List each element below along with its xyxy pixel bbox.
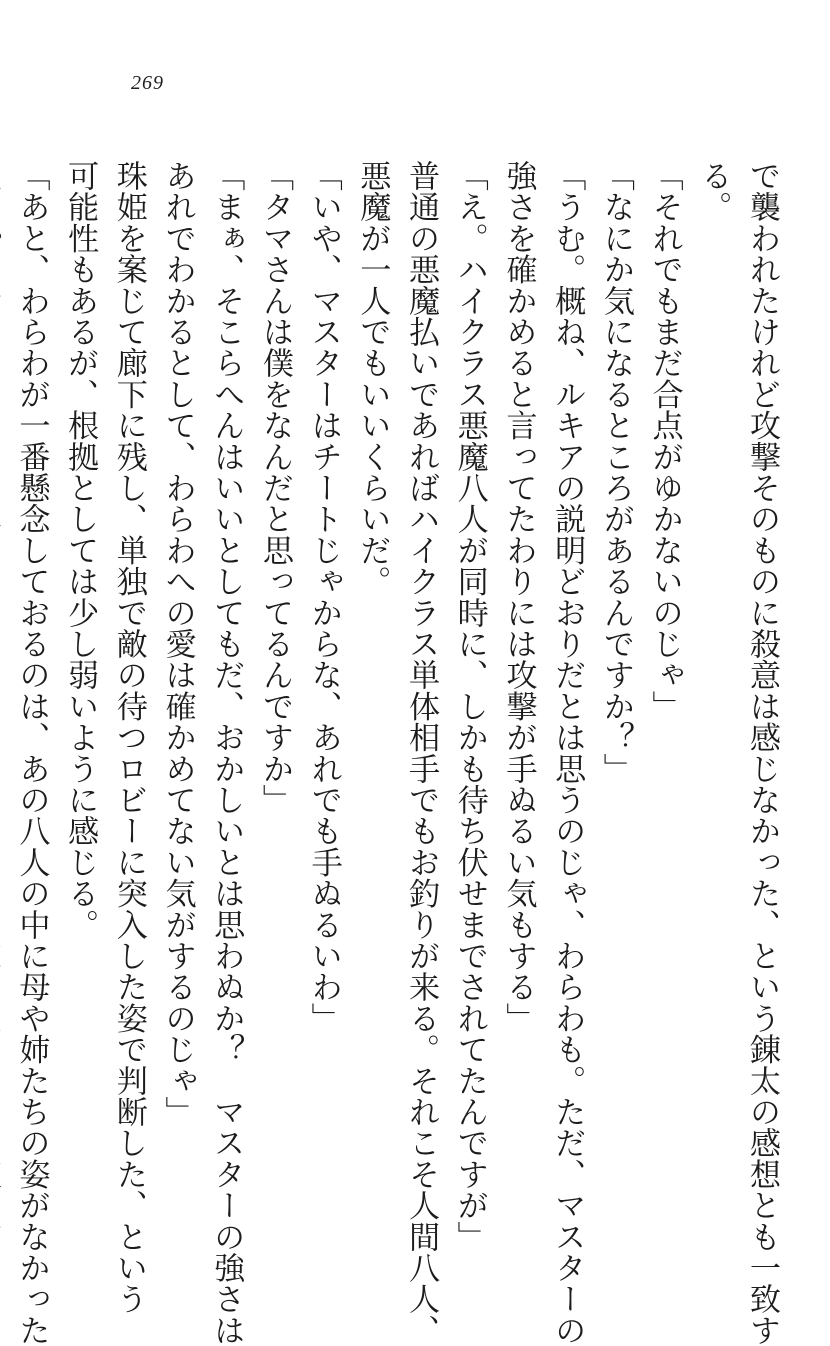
novel-text-block [13, 160, 786, 1346]
text-line: 悪魔が一人でもいいくらいだ。 [354, 160, 391, 597]
text-line: 「なにか気になるところがあるんですか？」 [597, 160, 634, 784]
text-line: 「それでもまだ合点がゆかないのじゃ」 [646, 160, 683, 722]
text-line [0, 160, 7, 1170]
text-line: 強さを確かめると言ってたわりには攻撃が手ぬるい気もする」 [500, 160, 537, 1034]
text-line: 珠姫を案じて廊下に残し、単独で敵の待つロビーに突入した姿で判断した、という [110, 160, 147, 1315]
text-line: 「あと、わらわが一番懸念しておるのは、あの八人の中に母や姉たちの姿がなかった [13, 160, 50, 1346]
text-line: あれでわかるとして、わらわへの愛は確かめてない気がするのじゃ」 [159, 160, 196, 1128]
text-line: で襲われたけれど攻撃そのものに殺意は感じなかった、という錬太の感想とも一致す [744, 160, 780, 1346]
page-number: 269 [131, 72, 164, 94]
text-line: 可能性もあるが、根拠としては少し弱いように感じる。 [62, 160, 99, 940]
text-line: 「え。ハイクラス悪魔八人が同時に、しかも待ち伏せまでされてたんですが」 [451, 160, 488, 1252]
text-line: 「タマさんは僕をなんだと思ってるんですか」 [256, 160, 293, 816]
text-line: 「うむ。概ね、ルキアの説明どおりだとは思うのじゃ、わらわも。ただ、マスターの [549, 160, 586, 1346]
text-line: 普通の悪魔払いであればハイクラス単体相手でもお釣りが来る。それこそ人間八人、 [403, 160, 440, 1346]
text-line: 「まぁ、そこらへんはいいとしてもだ、おかしいとは思わぬか？ マスターの強さは [208, 160, 245, 1346]
text-line: 「いや、マスターはチートじゃからな、あれでも手ぬるいわ」 [305, 160, 342, 1034]
text-line: る。 [695, 160, 732, 223]
